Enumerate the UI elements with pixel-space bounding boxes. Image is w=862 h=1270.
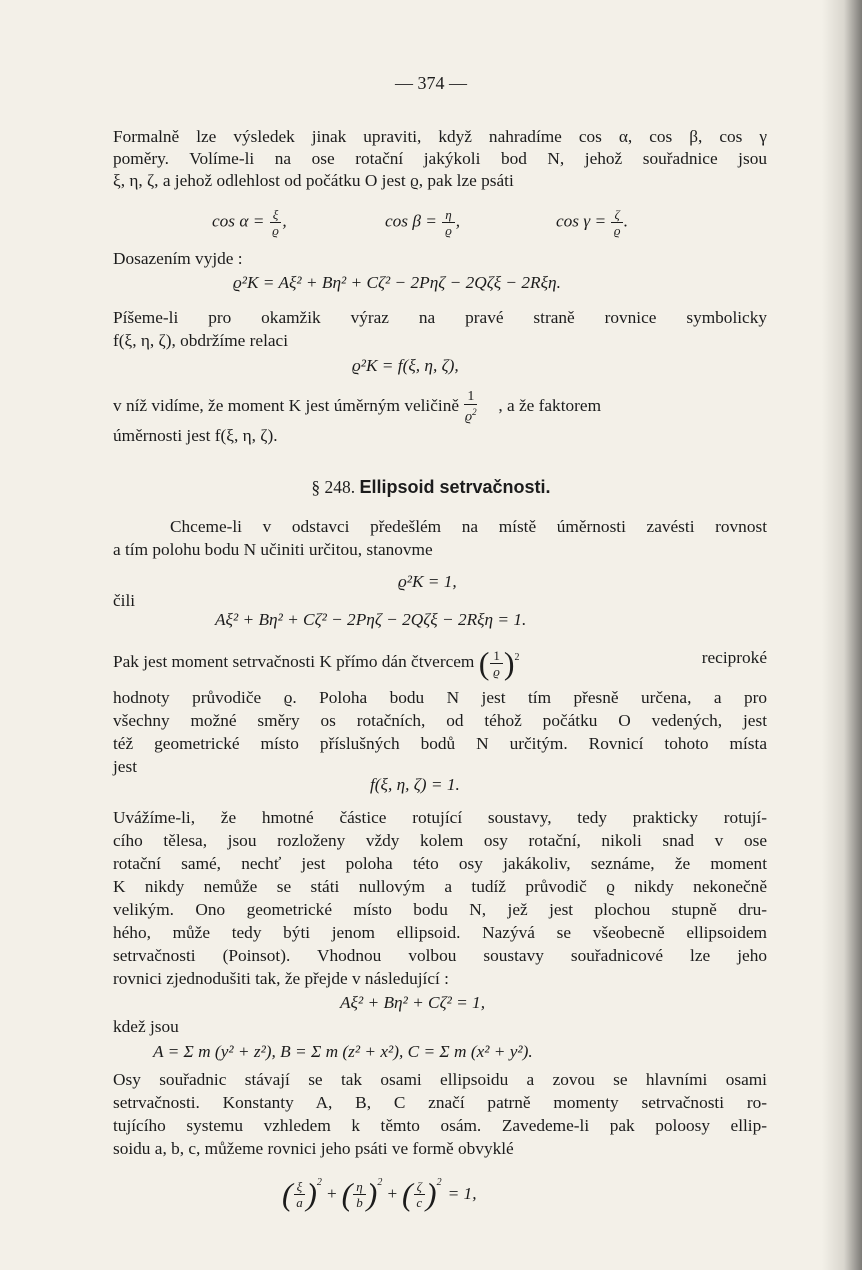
- text-span: Pak jest moment setrvačnosti K přímo dán čtvercem: [113, 651, 475, 671]
- text-line: čili: [113, 591, 136, 610]
- text-line: cího tělesa, jsou rozloženy vždy kolem osy rotační, nikoli snad v ose: [113, 831, 767, 850]
- text-line: hodnoty průvodiče ϱ. Poloha bodu N jest tím přesně určena, a pro: [113, 688, 767, 707]
- text-line: K nikdy nemůže se státi nullovým a tudíž průvodič ϱ nikdy nekonečně: [113, 877, 767, 896]
- punctuation: ,: [282, 211, 287, 231]
- fraction: [353, 1179, 365, 1210]
- fraction: [490, 648, 503, 679]
- close-paren: ): [366, 1176, 378, 1212]
- exponent: 2: [436, 1177, 442, 1188]
- text-line: setrvačnosti (Poinsot). Vhodnou volbou soustavy souřadnicové lze jeho: [113, 946, 767, 965]
- fraction: [294, 1179, 306, 1210]
- open-paren: (: [282, 1176, 293, 1212]
- equation: ϱ²K = 1,: [398, 572, 457, 591]
- exponent: 2: [377, 1177, 383, 1188]
- text-line: f(ξ, η, ζ), obdržíme relaci: [113, 331, 289, 350]
- exponent: 2: [514, 652, 520, 663]
- punctuation: .: [623, 211, 629, 231]
- text-line: úměrnosti jest f(ξ, η, ζ).: [113, 426, 278, 445]
- squared-fraction: [479, 647, 520, 679]
- formula-text: cos γ =: [556, 211, 607, 231]
- page-edge-shadow: [822, 0, 862, 1270]
- numerator: η: [442, 207, 454, 223]
- equation: ϱ²K = f(ξ, η, ζ),: [352, 356, 459, 375]
- operator: +: [386, 1184, 398, 1203]
- numerator: η: [353, 1179, 365, 1195]
- equation: f(ξ, η, ζ) = 1.: [370, 775, 460, 794]
- denominator: ϱ: [445, 223, 452, 238]
- text-line: Chceme-li v odstavci předešlém na místě úměrnosti zavésti rovnost: [170, 517, 767, 536]
- equation: Aξ² + Bη² + Cζ² − 2Pηζ − 2Qζξ − 2Rξη = 1.: [215, 610, 527, 629]
- close-paren: ): [503, 645, 515, 681]
- formula-cos-beta: [385, 207, 460, 238]
- text-line: [113, 647, 767, 679]
- page-number: — 374 —: [395, 73, 467, 93]
- numerator: 1: [464, 389, 477, 405]
- fraction: [611, 207, 622, 238]
- formula-cos-gamma: [556, 207, 628, 238]
- rho-symbol: ϱ: [465, 409, 473, 425]
- text-span: v níž vidíme, že moment K jest úměrným veličině: [113, 395, 460, 415]
- exponent: 2: [472, 407, 477, 417]
- text-line: Dosazením vyjde :: [113, 249, 243, 268]
- text-line: hého, může tedy býti jenom ellipsoid. Nazývá se všeobecně ellipsoidem: [113, 923, 767, 942]
- text-line: velikým. Ono geometrické místo bodu N, jež jest plochou stupně dru-: [113, 900, 767, 919]
- numerator: 1: [490, 648, 503, 664]
- text-line: též geometrické místo příslušných bodů N určitým. Rovnicí tohoto místa: [113, 734, 767, 753]
- operator: +: [325, 1184, 338, 1203]
- section-number: § 248.: [311, 477, 356, 497]
- text-line: Píšeme-li pro okamžik výraz na pravé straně rovnice symbolicky: [113, 308, 767, 327]
- denominator: a: [296, 1194, 303, 1210]
- text-line: kdež jsou: [113, 1017, 179, 1036]
- text-line: tujícího systemu vzhledem k těmto osám. Zavedeme-li pak poloosy ellip-: [113, 1116, 767, 1135]
- numerator: ζ: [414, 1179, 425, 1195]
- open-paren: (: [478, 645, 490, 681]
- denominator: b: [356, 1194, 363, 1210]
- text-line: Uvážíme-li, že hmotné částice rotující soustavy, tedy prakticky rotují-: [113, 808, 767, 827]
- text-line: a tím polohu bodu N učiniti určitou, stanovme: [113, 540, 433, 559]
- fraction: [442, 207, 454, 238]
- text-line: všechny možné směry os rotačních, od téhož počátku O vedených, jest: [113, 711, 767, 730]
- close-paren: ): [306, 1176, 317, 1212]
- open-paren: (: [341, 1176, 353, 1212]
- fraction: [464, 389, 477, 425]
- punctuation: ,: [455, 211, 461, 231]
- numerator: ξ: [294, 1179, 306, 1195]
- text-line: setrvačnosti. Konstanty A, B, C značí patrně momenty setrvačnosti ro-: [113, 1093, 767, 1112]
- text-line: rovnici zjednodušiti tak, že přejde v následující :: [113, 969, 449, 988]
- fraction: [414, 1179, 425, 1210]
- denominator: ϱ: [493, 663, 500, 679]
- equation: Aξ² + Bη² + Cζ² = 1,: [340, 993, 486, 1012]
- numerator: ξ: [270, 207, 282, 223]
- denominator: [465, 405, 477, 425]
- equation: ϱ²K = Aξ² + Bη² + Cζ² − 2Pηζ − 2Qζξ − 2Rξη.: [233, 273, 561, 292]
- text-line: [113, 389, 767, 425]
- operator: = 1,: [447, 1184, 477, 1203]
- denominator: ϱ: [272, 223, 279, 238]
- text-line: poměry. Volíme-li na ose rotační jakýkoli bod N, jehož souřadnice jsou: [113, 149, 767, 168]
- equation-ellipsoid: [282, 1172, 477, 1216]
- text-line: rotační samé, nechť jest poloha této osy jakákoliv, seznáme, že moment: [113, 854, 767, 873]
- formula-text: cos α =: [212, 211, 265, 231]
- formula-cos-alpha: [212, 207, 287, 238]
- denominator: c: [416, 1194, 423, 1210]
- text-line: Formalně lze výsledek jinak upraviti, když nahradíme cos α, cos β, cos γ: [113, 127, 767, 146]
- denominator: ϱ: [613, 223, 621, 238]
- text-line: soidu a, b, c, můžeme rovnici jeho psáti ve formě obvyklé: [113, 1139, 514, 1158]
- formula-text: cos β =: [385, 211, 437, 231]
- fraction: [270, 207, 282, 238]
- text-line: Osy souřadnic stávají se tak osami ellipsoidu a zovou se hlavními osami: [113, 1070, 767, 1089]
- text-line: jest: [113, 757, 137, 776]
- exponent: 2: [316, 1177, 322, 1188]
- numerator: ζ: [611, 207, 622, 223]
- text-line: ξ, η, ζ, a jehož odlehlost od počátku O jest ϱ, pak lze psáti: [113, 171, 514, 190]
- text-span: reciproké: [701, 648, 767, 667]
- open-paren: (: [402, 1176, 413, 1212]
- equation: A = Σ m (y² + z²), B = Σ m (z² + x²), C = Σ m (x² + y²).: [153, 1042, 533, 1061]
- text-span: , a že faktorem: [498, 395, 602, 415]
- section-heading: [0, 476, 862, 499]
- section-title: Ellipsoid setrvačnosti.: [359, 477, 551, 497]
- close-paren: ): [425, 1176, 437, 1212]
